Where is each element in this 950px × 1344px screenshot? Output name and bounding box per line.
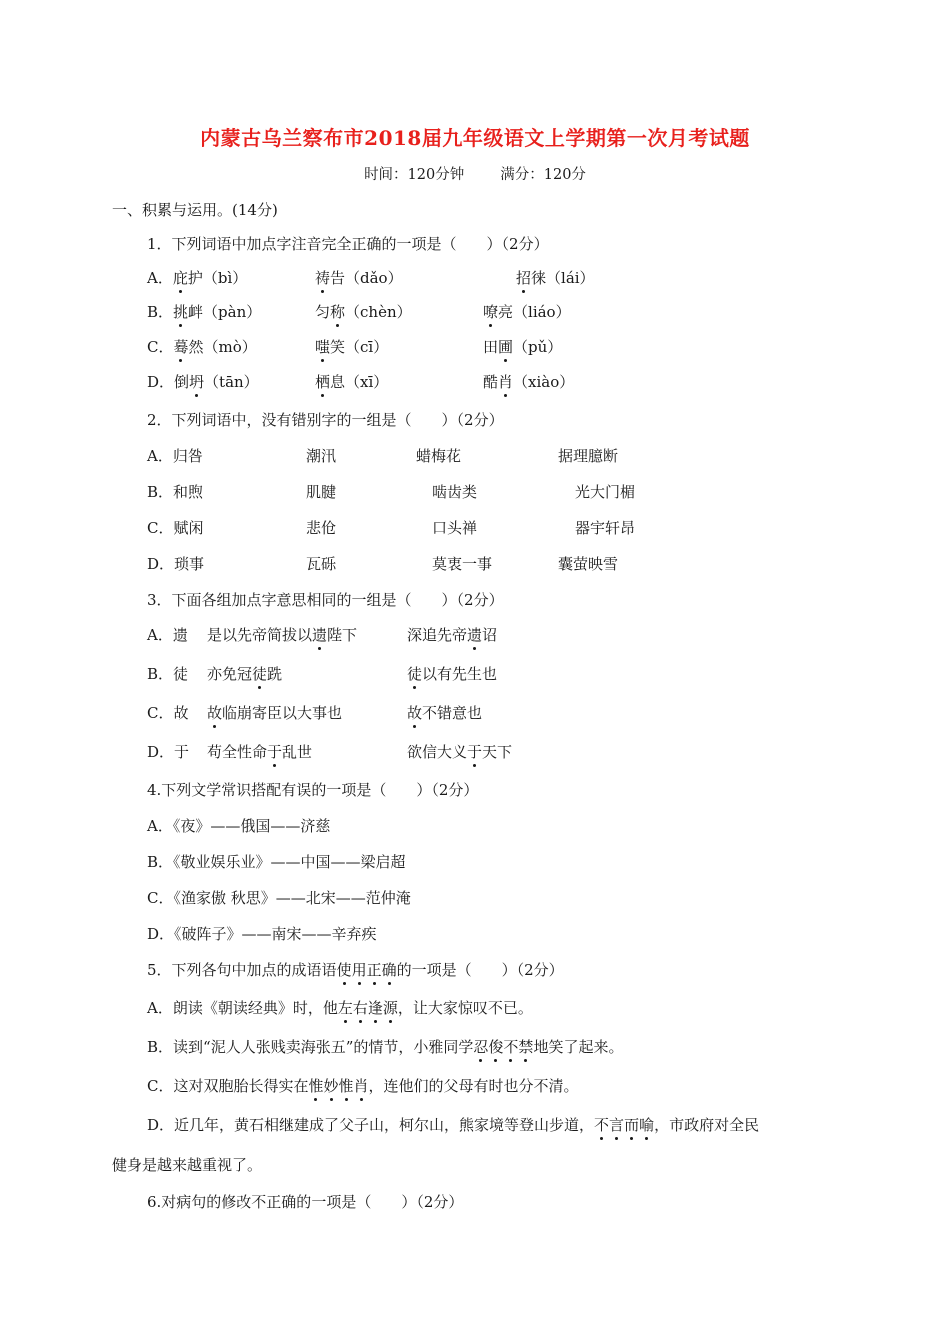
q2-option-word: D．琐事	[147, 555, 205, 573]
q2-option-word: 器宇轩昂	[575, 519, 636, 537]
section-heading: 一、积累与运用。(14分)	[112, 201, 278, 219]
q3-sentence: 亦免冠徒跣	[207, 665, 283, 683]
question-2-stem: 2．下列词语中，没有错别字的一组是（ ）（2分）	[147, 411, 504, 429]
q1-option-cell: 嘹亮（liáo）	[483, 303, 571, 321]
question-4-option-b: B．《敬业娱乐业》——中国——梁启超	[147, 853, 406, 871]
q3-sentence: 欲信大义于天下	[407, 743, 513, 761]
q3-sentence: 故不错意也	[407, 704, 483, 722]
question-5-option-c: C．这对双胞胎长得实在惟妙惟肖，连他们的父母有时也分不清。	[147, 1077, 579, 1095]
question-6-stem: 6.对病句的修改不正确的一项是（ ）（2分）	[147, 1193, 464, 1211]
dotted-char: 于	[267, 743, 283, 761]
question-4-option-d: D．《破阵子》——南宋——辛弃疾	[147, 925, 377, 943]
question-4-option-c: C．《渔家傲 秋思》——北宋——范仲淹	[147, 889, 411, 907]
q3-sentence: 徒以有先生也	[407, 665, 498, 683]
dotted-char: 庇	[172, 269, 188, 287]
question-5-option-d-continued: 健身是越来越重视了。	[112, 1156, 263, 1174]
exam-score: 满分：120分	[500, 167, 586, 183]
q2-option-word: 蜡梅花	[416, 447, 462, 465]
q1-option-cell: 招徕（lái）	[516, 269, 595, 287]
question-5-stem: 5．下列各句中加点的成语语使用正确的一项是（ ）（2分）	[147, 961, 564, 979]
exam-time: 时间：120分钟	[364, 167, 465, 183]
dotted-char: 蓦	[173, 338, 189, 356]
question-5-option-a: A．朗读《朝读经典》时，他左右逢源，让大家惊叹不已。	[147, 999, 533, 1017]
dotted-char: 嘹	[483, 303, 499, 321]
dotted-char: 遗	[467, 626, 483, 644]
q2-option-word: 肌腱	[306, 483, 337, 501]
dotted-char: 祷	[315, 269, 331, 287]
q3-option-label: C．故	[147, 704, 189, 722]
q3-sentence: 故临崩寄臣以大事也	[207, 704, 343, 722]
question-4-option-a: A．《夜》——俄国——济慈	[147, 817, 331, 835]
dotted-char: 徒	[252, 665, 268, 683]
question-5-option-b: B．读到“泥人人张贱卖海张五”的情节，小雅同学忍俊不禁地笑了起来。	[147, 1038, 624, 1056]
dotted-char: 徒	[407, 665, 423, 683]
q2-option-word: 据理臆断	[558, 447, 619, 465]
dotted-char: 栖	[315, 373, 331, 391]
question-4-stem: 4.下列文学常识搭配有误的一项是（ ）（2分）	[147, 781, 479, 799]
q1-option-cell: 嗤笑（cī）	[315, 338, 389, 356]
idiom-highlight: 忍俊不禁	[473, 1038, 534, 1056]
dotted-char: 嗤	[315, 338, 331, 356]
idiom-highlight: 惟妙惟肖	[308, 1077, 369, 1095]
question-3-stem: 3．下面各组加点字意思相同的一组是（ ）（2分）	[147, 591, 504, 609]
page-title: 内蒙古乌兰察布市2018届九年级语文上学期第一次月考试题	[200, 126, 750, 150]
q2-option-word: 潮汛	[306, 447, 337, 465]
q2-option-word: 囊萤映雪	[558, 555, 619, 573]
dotted-char: 招	[516, 269, 532, 287]
q1-option-cell: 酷肖（xiào）	[483, 373, 575, 391]
q3-option-label: A．遗	[147, 626, 188, 644]
dotted-char: 圃	[498, 338, 514, 356]
q2-option-word: 光大门楣	[575, 483, 636, 501]
q2-option-word: 莫衷一事	[432, 555, 493, 573]
q2-option-word: 瓦砾	[306, 555, 337, 573]
dotted-char: 挑	[173, 303, 189, 321]
q3-sentence: 苟全性命于乱世	[207, 743, 313, 761]
q1-option-cell: 栖息（xī）	[315, 373, 389, 391]
q1-option-cell: A．庇护（bì）	[147, 269, 248, 287]
q2-option-word: 口头禅	[432, 519, 478, 537]
emphasis-text: 使用正确	[336, 961, 397, 979]
q2-option-word: 啮齿类	[432, 483, 478, 501]
q1-option-cell: D．倒坍（tān）	[147, 373, 259, 391]
q3-sentence: 是以先帝简拔以遗陛下	[207, 626, 358, 644]
q3-option-label: B．徒	[147, 665, 189, 683]
q1-option-cell: 田圃（pǔ）	[483, 338, 563, 356]
dotted-char: 遗	[312, 626, 328, 644]
q2-option-word: A．归咎	[147, 447, 203, 465]
dotted-char: 故	[407, 704, 423, 722]
dotted-char: 故	[207, 704, 223, 722]
dotted-char: 于	[467, 743, 483, 761]
dotted-char: 称	[330, 303, 346, 321]
q2-option-word: 悲伧	[306, 519, 337, 537]
q2-option-word: B．和煦	[147, 483, 204, 501]
question-5-option-d: D．近几年，黄石相继建成了父子山，柯尔山，熊家境等登山步道，不言而喻，市政府对全民	[147, 1116, 760, 1134]
idiom-highlight: 不言而喻	[594, 1116, 655, 1134]
q1-option-cell: 匀称（chèn）	[315, 303, 412, 321]
exam-meta	[0, 163, 950, 184]
q3-sentence: 深追先帝遗诏	[407, 626, 498, 644]
dotted-char: 坍	[189, 373, 205, 391]
q1-option-cell: C．蓦然（mò）	[147, 338, 257, 356]
q2-option-word: C．赋闲	[147, 519, 204, 537]
question-1-stem: 1．下列词语中加点字注音完全正确的一项是（ ）（2分）	[147, 235, 549, 253]
q3-option-label: D．于	[147, 743, 190, 761]
dotted-char: 肖	[498, 373, 514, 391]
q1-option-cell: B．挑衅（pàn）	[147, 303, 262, 321]
q1-option-cell: 祷告（dǎo）	[315, 269, 403, 287]
idiom-highlight: 左右逢源	[337, 999, 398, 1017]
